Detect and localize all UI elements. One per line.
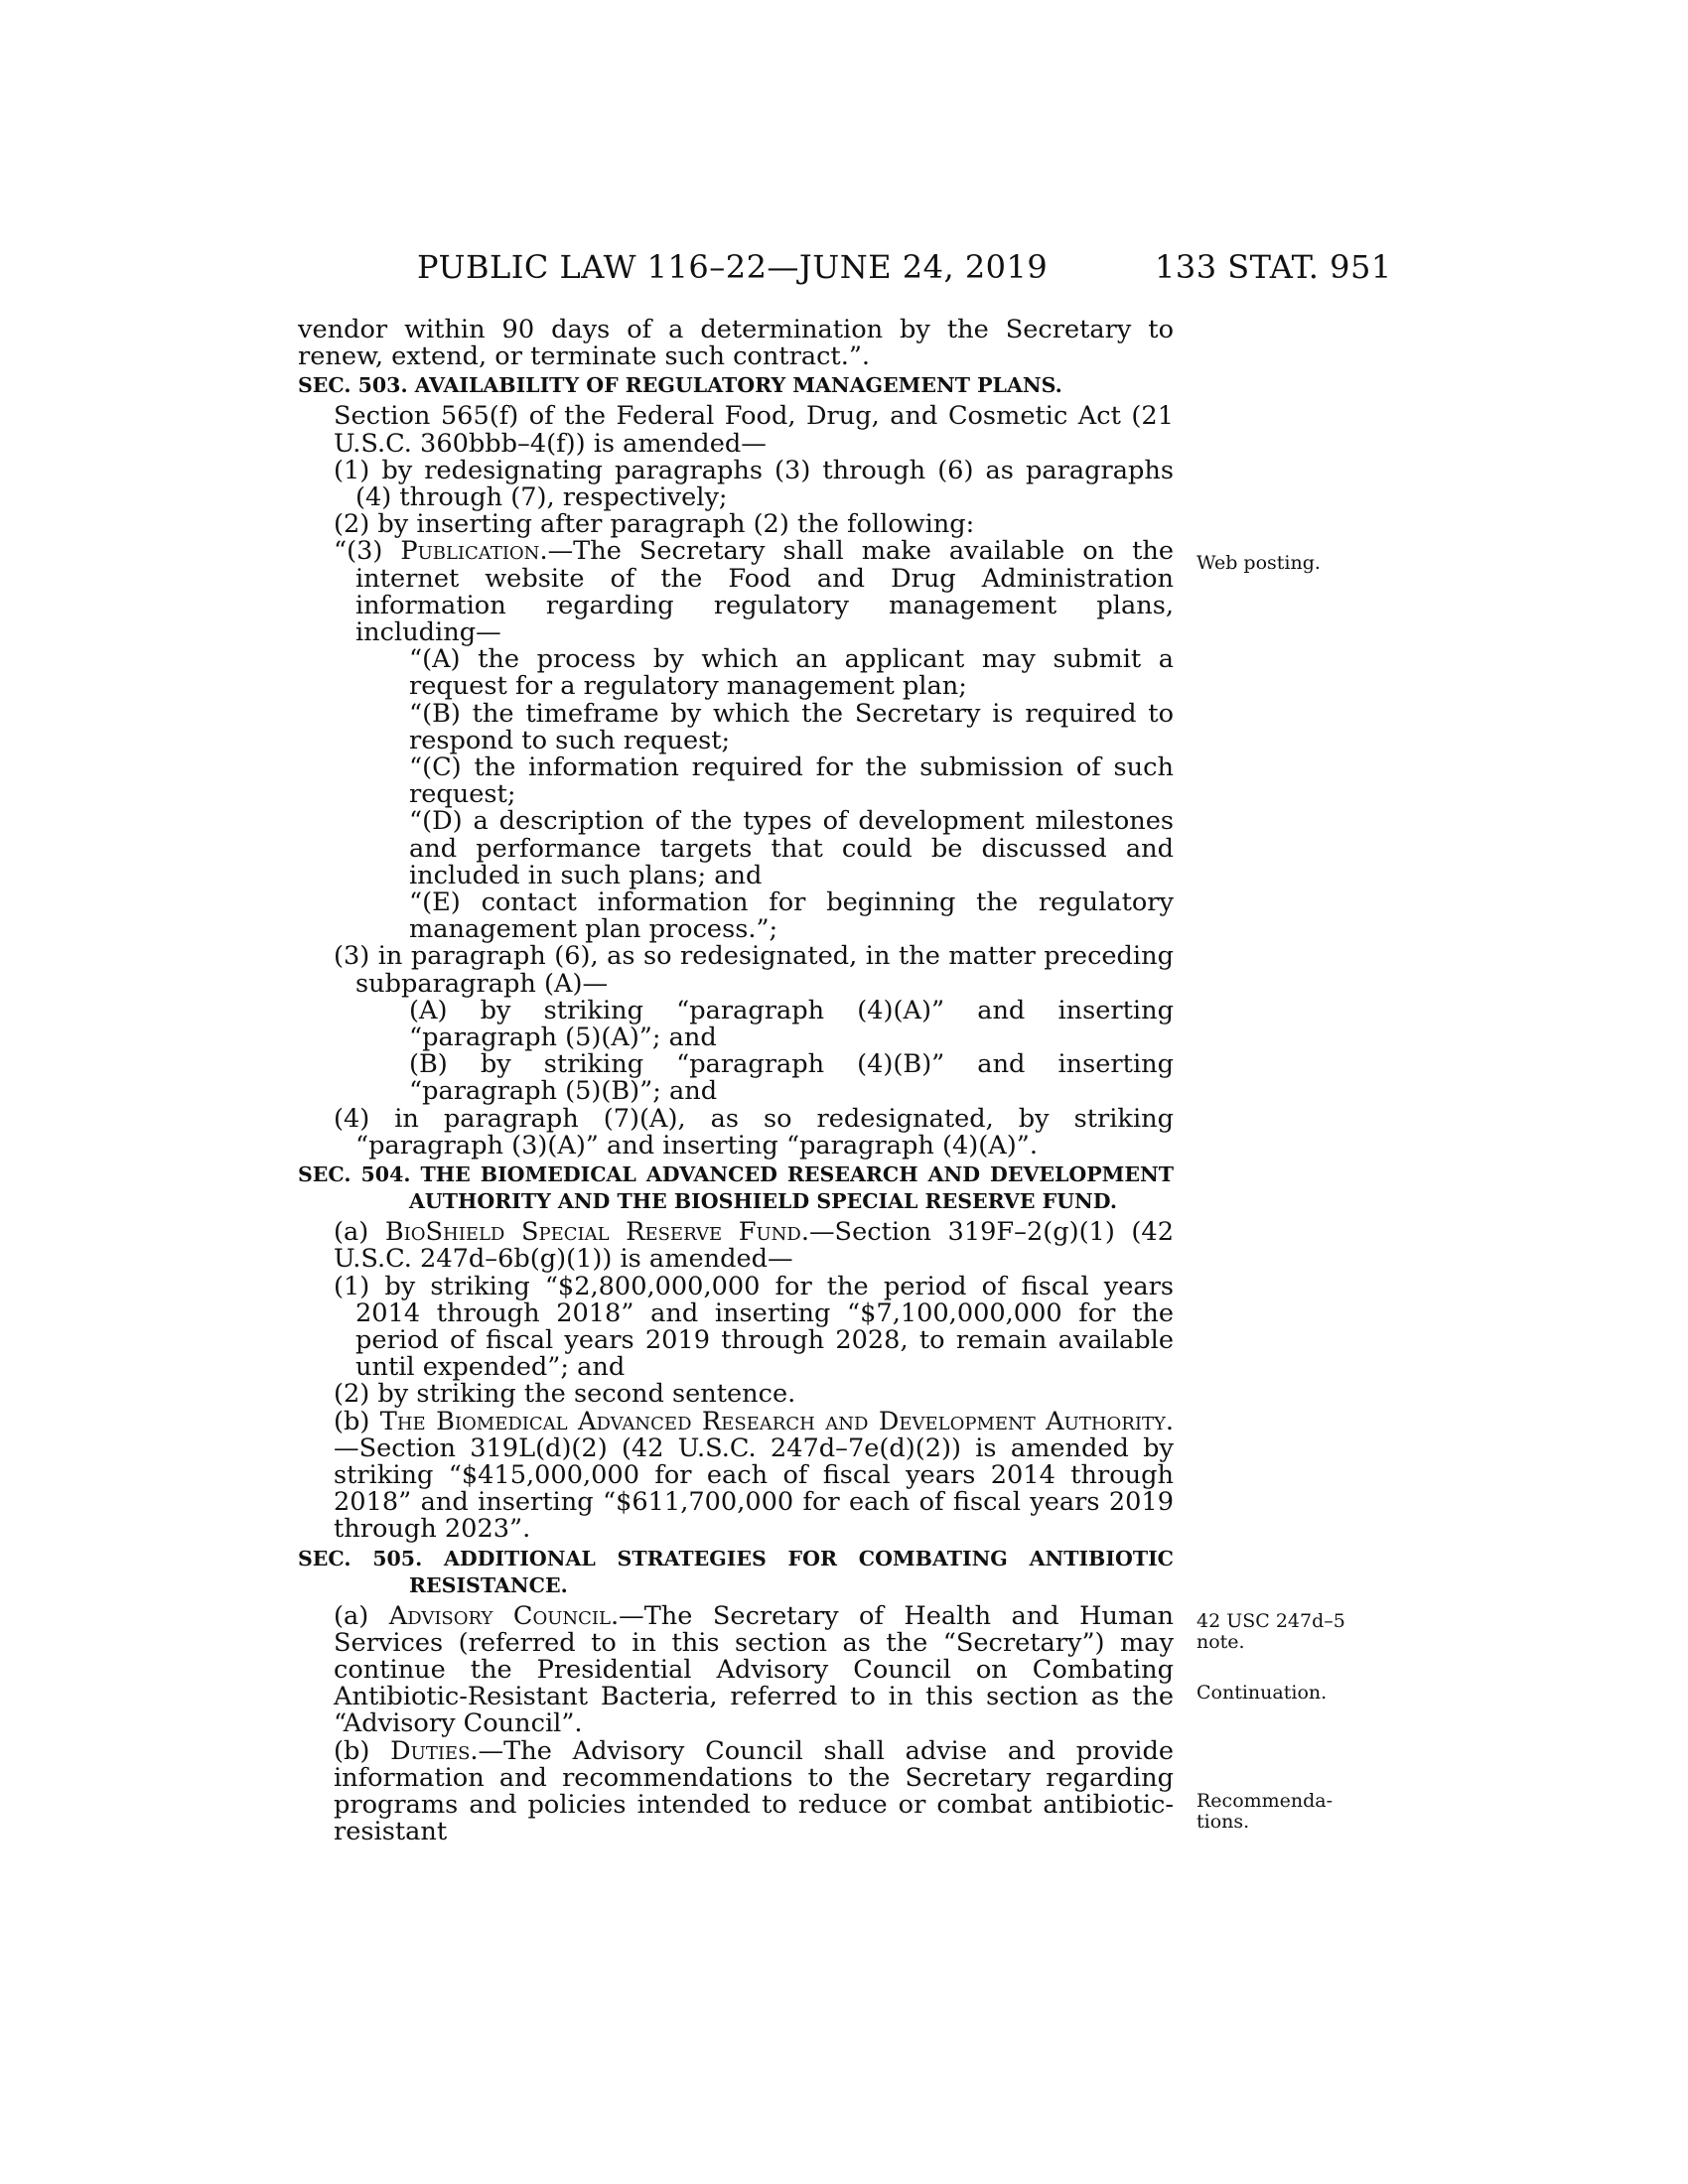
paragraph-sec504-a-2: (2) by striking the second sentence. <box>334 1379 796 1410</box>
section-504-heading: SEC. 504. THE BIOMEDICAL ADVANCED RESEARCH AND DEVELOPMENT AUTHORITY AND THE BIOSHIELD SPECIAL RESERVE FUND. <box>298 1162 1174 1214</box>
margin-note-recommendations-line-2: tions. <box>1196 1811 1250 1833</box>
publication-heading: Publication <box>400 536 540 567</box>
document-body <box>298 317 1174 1845</box>
sec505-b-text: .—The Advisory Council shall advise and provide information and recommendations to the Secretary regarding programs and policies intended to reduce or combat antibiotic-resistant <box>334 1735 1174 1847</box>
paragraph-subitem-b: “(B) the timeframe by which the Secretary is required to respond to such request; <box>409 698 1174 755</box>
paragraph-sec503-item-2: (2) by inserting after paragraph (2) the following: <box>334 509 975 540</box>
paragraph-sec503-intro: Section 565(f) of the Federal Food, Drug, and Cosmetic Act (21 U.S.C. 360bbb–4(f)) is amended— <box>334 401 1174 459</box>
margin-note-continuation: Continuation. <box>1196 1682 1328 1704</box>
publication-prefix: “(3) <box>334 536 401 567</box>
section-503-heading: SEC. 503. AVAILABILITY OF REGULATORY MANAGEMENT PLANS. <box>298 373 1062 398</box>
sec505-b-prefix: (b) <box>334 1735 391 1766</box>
running-head: PUBLIC LAW 116–22—JUNE 24, 2019 <box>417 248 1049 286</box>
margin-note-web-posting: Web posting. <box>1196 552 1321 574</box>
sec504-b-prefix: (b) <box>334 1406 380 1436</box>
sec504-a-heading: BioShield Special Reserve Fund <box>384 1217 801 1248</box>
section-505-heading: SEC. 505. ADDITIONAL STRATEGIES FOR COMBATING ANTIBIOTIC RESISTANCE. <box>298 1546 1174 1597</box>
paragraph-subitem-e: “(E) contact information for beginning the regulatory management plan process.”; <box>409 887 1174 945</box>
paragraph-subitem-a: “(A) the process by which an applicant may submit a request for a regulatory management plan; <box>409 644 1174 702</box>
sec505-b-heading: Duties <box>390 1735 471 1766</box>
sec504-a-text: .—Section 319F–2(g)(1) (42 U.S.C. 247d–6b(g)(1)) is amended— <box>334 1217 1174 1275</box>
paragraph-sec505-b <box>298 1735 1174 1847</box>
sec505-a-prefix: (a) <box>334 1600 389 1631</box>
margin-note-usc-reference <box>1196 1611 1355 1653</box>
margin-note-recommendations <box>1196 1791 1355 1833</box>
sec504-b-heading: The Biomedical Advanced Research and Development Authority <box>379 1406 1166 1436</box>
paragraph-subitem-d: “(D) a description of the types of development milestones and performance targets that could be discussed and included in such plans; and <box>409 806 1174 890</box>
page-number: 133 STAT. 951 <box>1155 248 1392 286</box>
paragraph-sec503-item-3: (3) in paragraph (6), as so redesignated, in the matter preceding subparagraph (A)— <box>334 941 1174 999</box>
paragraph-continuation: vendor within 90 days of a determination by the Secretary to renew, extend, or terminate such contract.”. <box>298 315 1174 372</box>
publication-text: .—The Secretary shall make available on the internet website of the Food and Drug Administration information regarding regulatory management plans, including— <box>355 536 1175 648</box>
paragraph-sec503-item-1: (1) by redesignating paragraphs (3) through (6) as paragraphs (4) through (7), respectively; <box>334 455 1174 513</box>
margin-note-recommendations-line-1: Recommenda- <box>1196 1790 1334 1812</box>
paragraph-publication <box>298 538 1174 646</box>
paragraph-subitem-c: “(C) the information required for the submission of such request; <box>409 752 1174 810</box>
margin-note-usc-line-1: 42 USC 247d–5 <box>1196 1610 1345 1632</box>
paragraph-item-3-b: (B) by striking “paragraph (4)(B)” and inserting “paragraph (5)(B)”; and <box>409 1049 1174 1107</box>
sec505-a-heading: Advisory Council <box>388 1600 611 1631</box>
sec505-a-text: .—The Secretary of Health and Human Services (referred to in this section as the “Secretary”) may continue the Presidential Advisory Council on Combating Antibiotic-Resistant Bacteria, referred to in this section as the “Advisory Council”. <box>334 1600 1174 1739</box>
paragraph-sec505-a <box>298 1600 1174 1739</box>
paragraph-sec504-a <box>298 1219 1174 1273</box>
sec504-a-prefix: (a) <box>334 1217 385 1248</box>
paragraph-item-3-a: (A) by striking “paragraph (4)(A)” and inserting “paragraph (5)(A)”; and <box>409 995 1174 1053</box>
paragraph-sec504-b <box>298 1406 1174 1545</box>
sec504-b-text: .—Section 319L(d)(2) (42 U.S.C. 247d–7e(d)(2)) is amended by striking “$415,000,000 for each of fiscal years 2014 through 2018” and inserting “$611,700,000 for each of fiscal years 2019 through 2023”. <box>334 1406 1174 1545</box>
paragraph-sec504-a-1: (1) by striking “$2,800,000,000 for the period of fiscal years 2014 through 2018” and inserting “$7,100,000,000 for the period of fiscal years 2019 through 2028, to remain available until expended”; and <box>334 1271 1174 1383</box>
paragraph-sec503-item-4: (4) in paragraph (7)(A), as so redesignated, by striking “paragraph (3)(A)” and inserting “paragraph (4)(A)”. <box>334 1103 1174 1160</box>
margin-note-usc-line-2: note. <box>1196 1631 1245 1653</box>
